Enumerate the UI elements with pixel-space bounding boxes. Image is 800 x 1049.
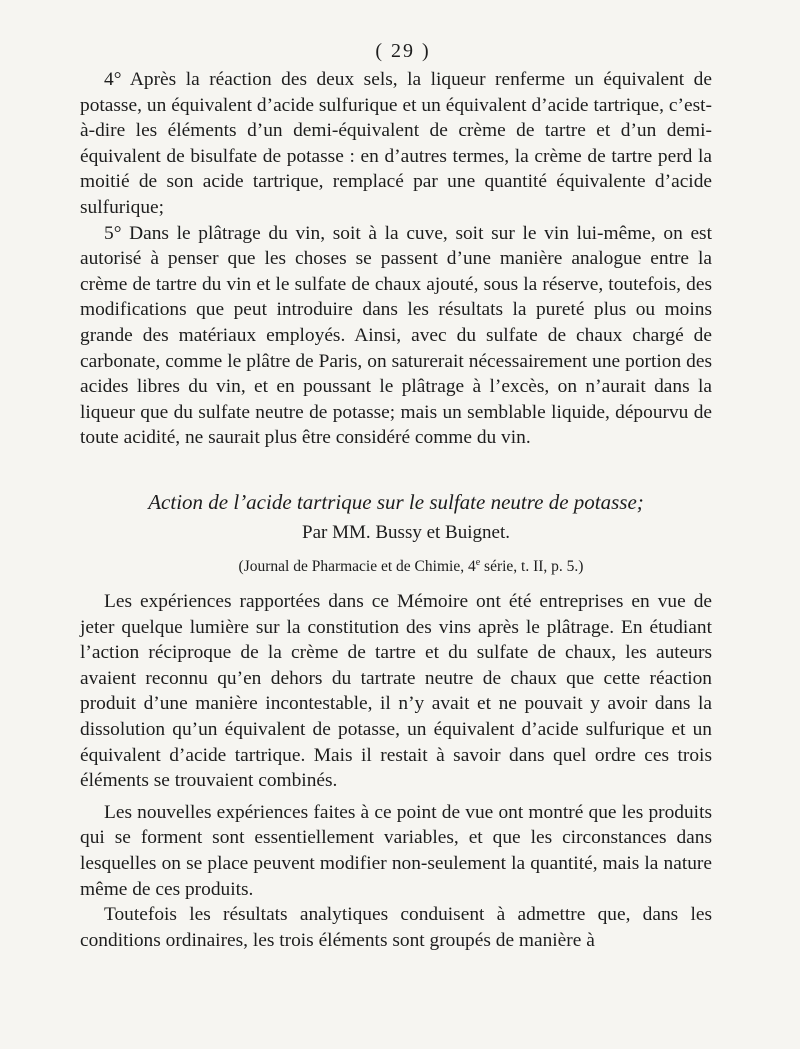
source-suffix: série, t. II, p. 5.) <box>480 558 584 576</box>
source-superscript: e <box>475 556 481 568</box>
paragraph-point-4: 4° Après la réaction des deux sels, la liqueur renferme un équivalent de potasse, un équivalent d’acide sulfurique et un équivalent d’acide tartrique, c’est-à-dire les éléments d’un demi-équivalent de crème de tartre et d’un demi-équivalent de bisulfate de potasse : en d’autres termes, la crème de tartre perd la moitié de son acide tartrique, remplacé par une quantité équivalente d’acide sulfurique; <box>80 69 712 218</box>
paragraph-body-1: Les expériences rapportées dans ce Mémoire ont été entreprises en vue de jeter quelque lumière sur la constitution des vins après le plâtrage. En étudiant l’action réciproque de la crème de tartre et du sulfate de chaux, les auteurs avaient reconnu qu’en dehors du tartrate neutre de chaux que cette réaction produit d’une manière incontestable, il n’y avait et ne pouvait y avoir dans la dissolution qu’un équivalent de potasse, un équivalent d’acide sulfurique et un équivalent d’acide tartrique. Mais il restait à savoir dans quel ordre ces trois éléments se trouvaient combinés. <box>80 591 712 792</box>
article-source <box>80 553 712 577</box>
paragraph-point-5: 5° Dans le plâtrage du vin, soit à la cuve, soit sur le vin lui-même, on est autorisé à penser que les choses se passent d’une manière analogue entre la crème de tartre du vin et le sulfate de chaux ajouté, sous la réserve, toutefois, des modifications que peut introduire dans les résultats la pureté plus ou moins grande des matériaux employés. Ainsi, avec du sulfate de chaux chargé de carbonate, comme le plâtre de Paris, on saturerait nécessairement une portion des acides libres du vin, et en poussant le plâtrage à l’excès, on n’aurait dans la liqueur que du sulfate neutre de potasse; mais un semblable liquide, dépourvu de toute acidité, ne saurait plus être considéré comme du vin. <box>80 222 712 449</box>
article-authors: Par MM. Bussy et Buignet. <box>302 521 510 543</box>
paragraph-body-2: Les nouvelles expériences faites à ce point de vue ont montré que les produits qui se forment sont essentiellement variables, et que les circonstances dans lesquelles on se place peuvent modifier non-seulement la quantité, mais la nature même de ces produits. <box>80 801 712 900</box>
paragraph-body-3: Toutefois les résultats analytiques conduisent à admettre que, dans les conditions ordinaires, les trois éléments sont groupés de manière à <box>80 904 712 951</box>
article-title: Action de l’acide tartrique sur le sulfate neutre de potasse; <box>148 489 644 514</box>
page-number: ( 29 ) <box>375 40 431 62</box>
source-prefix: (Journal de Pharmacie et de Chimie, 4 <box>238 558 476 576</box>
